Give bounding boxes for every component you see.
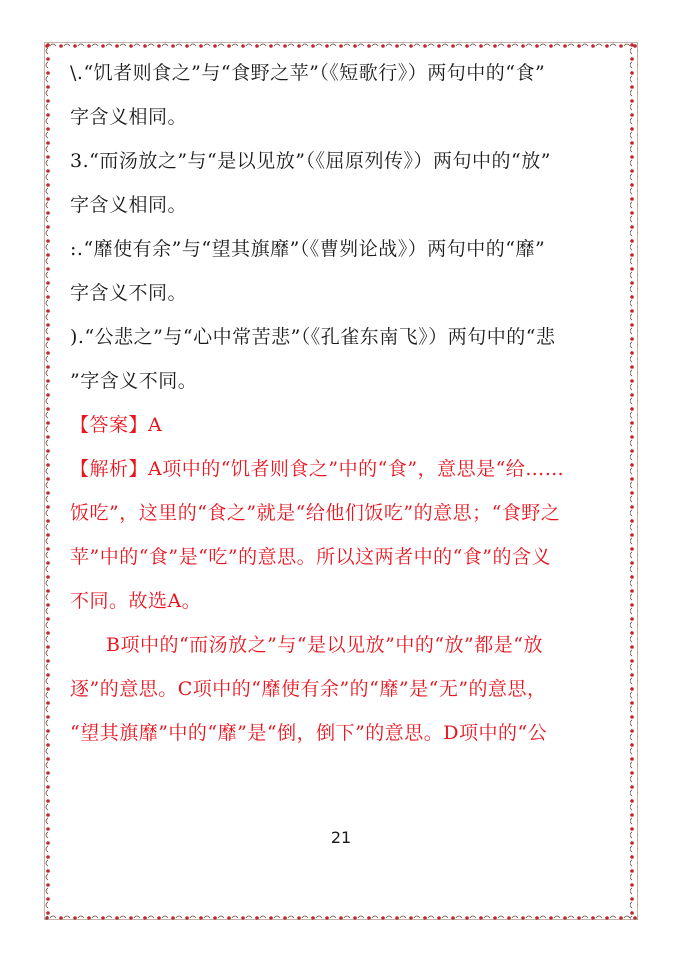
answer-line: 【答案】A — [70, 414, 163, 436]
analysis-line-1: 【解析】A项中的“饥者则食之”中的“食”，意思是“给…… — [70, 458, 565, 480]
analysis-line-3: 苹”中的“食”是“吃”的意思。所以这两者中的“食”的含义 — [70, 546, 551, 568]
option-d-line2: ”字含义不同。 — [70, 370, 198, 392]
option-c-line1: :.“靡使有余”与“望其旗靡”（《曹刿论战》）两句中的“靡” — [70, 238, 546, 260]
option-b-line1: 3.“而汤放之”与“是以见放”（《屈原列传》）两句中的“放” — [70, 150, 551, 172]
option-a-line2: 字含义相同。 — [70, 106, 188, 128]
option-a-line1: \.“饥者则食之”与“食野之苹”（《短歌行》）两句中的“食” — [70, 62, 546, 84]
analysis-line-2: 饭吃”，这里的“食之”就是“给他们饭吃”的意思；“食野之 — [70, 502, 561, 524]
analysis-line-4: 不同。故选A。 — [70, 590, 202, 612]
analysis-para2-line-3: “望其旗靡”中的“靡”是“倒，倒下”的意思。D项中的“公 — [70, 722, 548, 744]
document-body — [70, 62, 615, 744]
option-d-line1: ).“公悲之”与“心中常苦悲”（《孔雀东南飞》）两句中的“悲 — [70, 326, 556, 348]
option-b-line2: 字含义相同。 — [70, 194, 188, 216]
analysis-para2-line-2: 逐”的意思。C项中的“靡使有余”的“靡”是“无”的意思， — [70, 678, 547, 700]
analysis-para2-line-1: B项中的“而汤放之”与“是以见放”中的“放”都是“放 — [106, 634, 543, 656]
option-c-line2: 字含义不同。 — [70, 282, 188, 304]
page-number: 21 — [330, 828, 352, 847]
